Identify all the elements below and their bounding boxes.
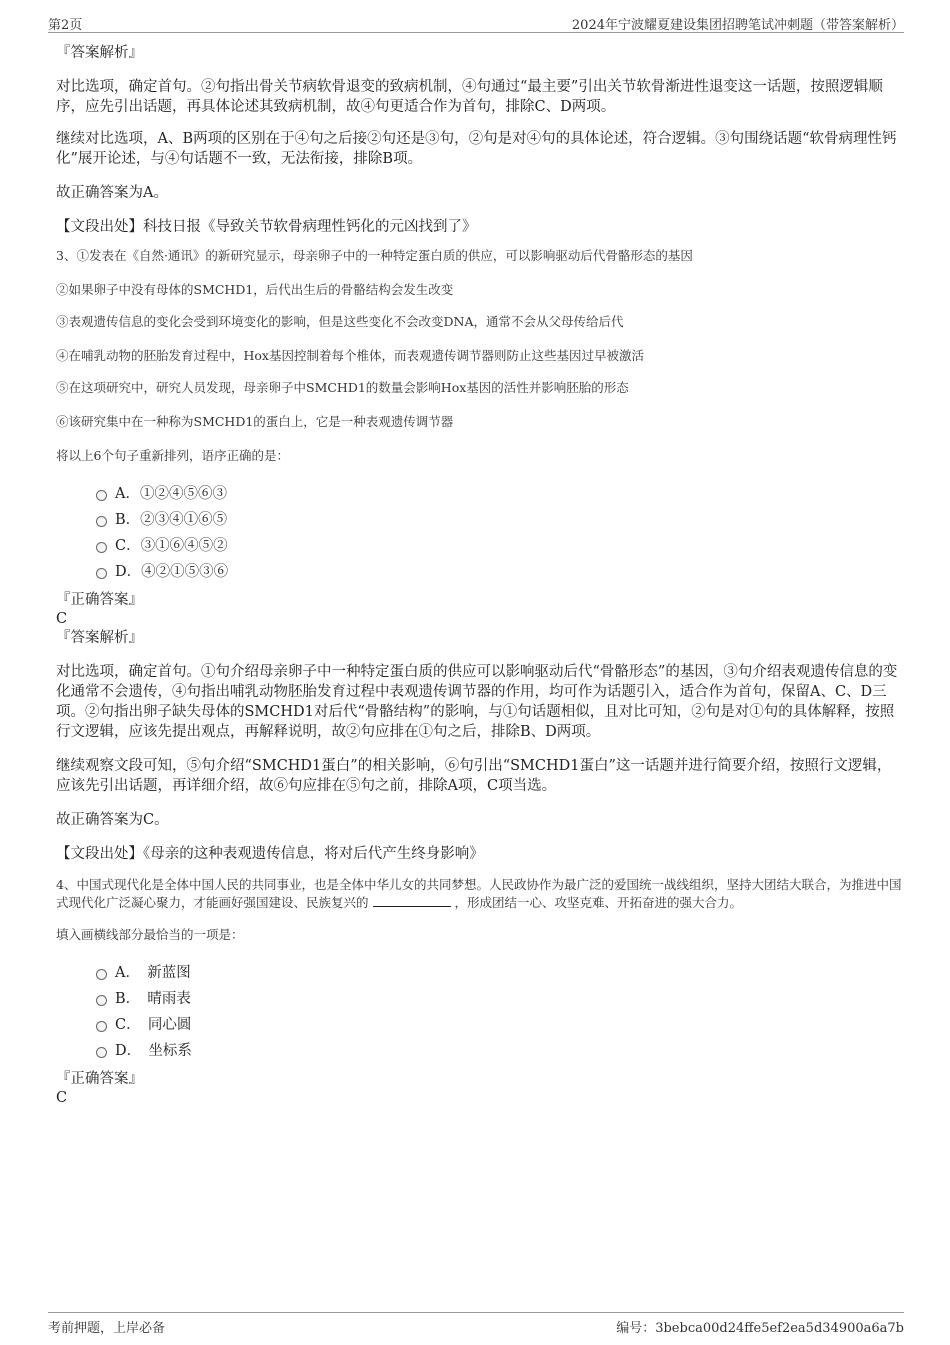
- radio-icon[interactable]: [96, 1047, 107, 1058]
- footer-doc-id: 编号：3bebca00d24ffe5ef2ea5d34900a6a7b: [616, 1321, 904, 1336]
- q3-prompt: 将以上6个句子重新排列，语序正确的是：: [56, 448, 289, 463]
- q4-option-c[interactable]: C． 同心圆: [96, 1012, 902, 1038]
- q4-stem: 4、中国式现代化是全体中国人民的共同事业，也是全体中华儿女的共同梦想。人民政协作为最广泛的爱国统一战线组织，坚持大团结大联合，为推进中国式现代化广泛凝心聚力，才能画好强国建设、民族复兴的 ，形成团结一心、攻坚克难、开拓奋进的强大合力。: [56, 877, 902, 910]
- q4-prompt: 填入画横线部分最恰当的一项是：: [56, 927, 244, 942]
- q4-correct-value: C: [56, 1090, 68, 1106]
- radio-icon[interactable]: [96, 969, 107, 980]
- q4-option-b[interactable]: B． 晴雨表: [96, 986, 902, 1012]
- radio-icon[interactable]: [96, 568, 107, 579]
- footer-slogan: 考前押题，上岸必备: [48, 1321, 166, 1336]
- q2-analysis-label: 『答案解析』: [56, 45, 143, 61]
- q3-correct-label: 『正确答案』: [56, 592, 143, 608]
- q2-source: 【文段出处】科技日报《导致关节软骨病理性钙化的元凶找到了》: [56, 219, 477, 235]
- radio-icon[interactable]: [96, 995, 107, 1006]
- q3-analysis-para1: 对比选项，确定首句。①句介绍母亲卵子中一种特定蛋白质的供应可以影响驱动后代“骨骼形态”的基因，③句介绍表观遗传信息的变化通常不会遗传，④句指出哺乳动物胚胎发育过程中表观遗传调节器的作用，均可作为话题引入，适合作为首句，保留A、C、D三项。②句指出卵子缺失母体的SMCHD1对后代“骨骼结构”的影响，与①句话题相似，且对比可知，②句是对①句的具体解释，按照行文逻辑，应该先提出观点，再解释说明，故②句应排在①句之后，排除B、D两项。: [56, 664, 898, 740]
- q4-options: [56, 960, 902, 1064]
- page-header: [48, 10, 904, 33]
- q4-correct-label: 『正确答案』: [56, 1071, 143, 1087]
- q4-option-d[interactable]: D． 坐标系: [96, 1038, 902, 1064]
- q3-option-c[interactable]: C．③①⑥④⑤②: [96, 533, 902, 559]
- answer-blank: [373, 894, 451, 907]
- q3-option-b[interactable]: B．②③④①⑥⑤: [96, 507, 902, 533]
- q3-sentence-4: ④在哺乳动物的胚胎发育过程中，Hox基因控制着每个椎体，而表观遗传调节器则防止这些基因过早被激活: [56, 348, 644, 363]
- q2-analysis-para2: 继续对比选项，A、B两项的区别在于④句之后接②句还是③句，②句是对④句的具体论述，符合逻辑。③句围绕话题“软骨病理性钙化”展开论述，与④句话题不一致，无法衔接，排除B项。: [56, 131, 897, 167]
- q3-sentence-5: ⑤在这项研究中，研究人员发现，母亲卵子中SMCHD1的数量会影响Hox基因的活性并影响胚胎的形态: [56, 380, 629, 395]
- page-footer: [48, 1312, 904, 1339]
- page-number: 第2页: [48, 18, 83, 33]
- q3-correct-value: C: [56, 611, 68, 627]
- radio-icon[interactable]: [96, 516, 107, 527]
- q3-analysis-label: 『答案解析』: [56, 630, 143, 646]
- q3-source: 【文段出处】《母亲的这种表观遗传信息，将对后代产生终身影响》: [56, 846, 484, 862]
- q3-sentence-3: ③表观遗传信息的变化会受到环境变化的影响，但是这些变化不会改变DNA，通常不会从父母传给后代: [56, 314, 624, 329]
- q2-analysis-conclusion: 故正确答案为A。: [56, 185, 168, 201]
- q2-analysis-para1: 对比选项，确定首句。②句指出骨关节病软骨退变的致病机制，④句通过“最主要”引出关节软骨渐进性退变这一话题，按照逻辑顺序，应先引出话题，再具体论述其致病机制，故④句更适合作为首句，排除C、D两项。: [56, 79, 883, 115]
- q3-sentence-2: ②如果卵子中没有母体的SMCHD1，后代出生后的骨骼结构会发生改变: [56, 282, 454, 297]
- q3-options: [56, 481, 902, 585]
- q3-analysis-para2: 继续观察文段可知，⑤句介绍“SMCHD1蛋白”的相关影响，⑥句引出“SMCHD1蛋白”这一话题并进行简要介绍，按照行文逻辑，应该先引出话题，再详细介绍，故⑥句应排在⑤句之前，排除A项，C项当选。: [56, 758, 892, 794]
- q3-analysis-conclusion: 故正确答案为C。: [56, 812, 169, 828]
- radio-icon[interactable]: [96, 490, 107, 501]
- q3-sentence-1: 3、①发表在《自然·通讯》的新研究显示，母亲卵子中的一种特定蛋白质的供应，可以影响驱动后代骨骼形态的基因: [56, 248, 693, 263]
- q3-option-d[interactable]: D．④②①⑤③⑥: [96, 559, 902, 585]
- radio-icon[interactable]: [96, 542, 107, 553]
- q3-sentence-6: ⑥该研究集中在一种称为SMCHD1的蛋白上，它是一种表观遗传调节器: [56, 414, 454, 429]
- q3-option-a[interactable]: A．①②④⑤⑥③: [96, 481, 902, 507]
- document-title: 2024年宁波耀夏建设集团招聘笔试冲刺题（带答案解析）: [571, 18, 904, 33]
- q4-option-a[interactable]: A． 新蓝图: [96, 960, 902, 986]
- main-content: [56, 44, 902, 1108]
- radio-icon[interactable]: [96, 1021, 107, 1032]
